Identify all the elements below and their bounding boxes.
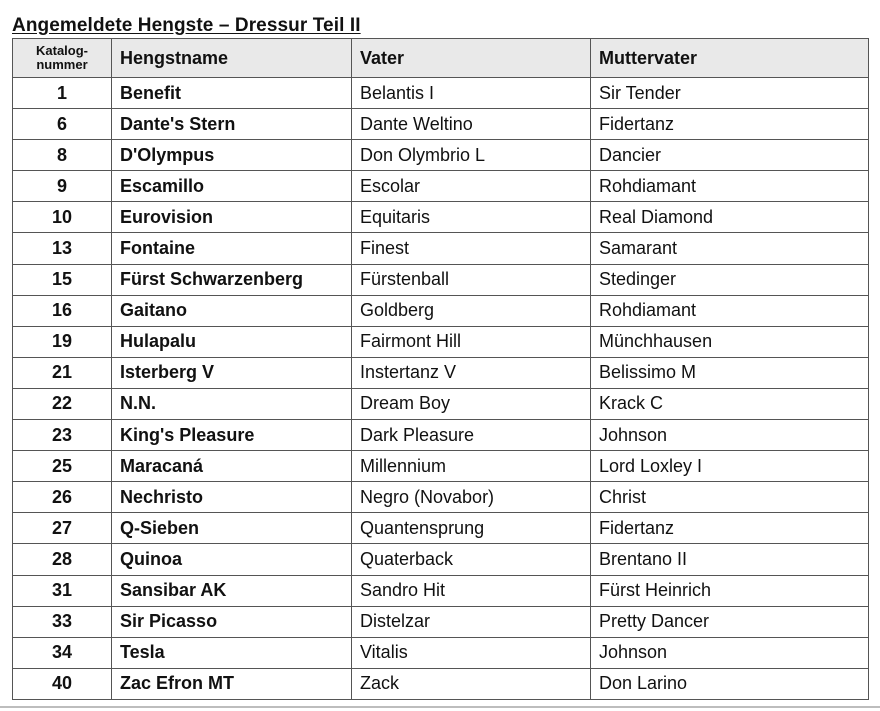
sire-cell: Equitaris [352,202,591,233]
catalog-number-cell: 25 [13,451,112,482]
table-row [13,513,869,544]
catalog-number-cell: 1 [13,78,112,109]
dam-sire-cell: Krack C [591,388,869,419]
sire-cell: Quantensprung [352,513,591,544]
catalog-number-cell: 34 [13,637,112,668]
sire-cell: Distelzar [352,606,591,637]
dam-sire-cell: Belissimo M [591,357,869,388]
sire-cell: Don Olymbrio L [352,140,591,171]
dam-sire-cell: Don Larino [591,668,869,699]
dam-sire-cell: Rohdiamant [591,295,869,326]
sire-cell: Vitalis [352,637,591,668]
table-row [13,78,869,109]
stallion-table [12,38,869,700]
table-row [13,140,869,171]
table-body [13,78,869,700]
sire-cell: Negro (Novabor) [352,482,591,513]
table-row [13,326,869,357]
table-row [13,109,869,140]
stallion-name-cell: Isterberg V [112,357,352,388]
dam-sire-cell: Fidertanz [591,109,869,140]
header-stallion-name: Hengstname [112,39,352,78]
catalog-number-cell: 28 [13,544,112,575]
sire-cell: Dante Weltino [352,109,591,140]
dam-sire-cell: Brentano II [591,544,869,575]
dam-sire-cell: Rohdiamant [591,171,869,202]
dam-sire-cell: Johnson [591,637,869,668]
table-row [13,420,869,451]
stallion-name-cell: Sansibar AK [112,575,352,606]
stallion-name-cell: Benefit [112,78,352,109]
header-sire: Vater [352,39,591,78]
stallion-name-cell: Hulapalu [112,326,352,357]
catalog-number-cell: 8 [13,140,112,171]
table-row [13,637,869,668]
stallion-name-cell: Eurovision [112,202,352,233]
sire-cell: Quaterback [352,544,591,575]
header-catalog-number-line2: nummer [36,57,88,72]
stallion-name-cell: Quinoa [112,544,352,575]
table-row [13,264,869,295]
catalog-number-cell: 27 [13,513,112,544]
sire-cell: Dark Pleasure [352,420,591,451]
catalog-number-cell: 33 [13,606,112,637]
catalog-number-cell: 23 [13,420,112,451]
header-catalog-number [13,39,112,78]
header-row [13,39,869,78]
stallion-name-cell: Maracaná [112,451,352,482]
dam-sire-cell: Stedinger [591,264,869,295]
stallion-name-cell: Fontaine [112,233,352,264]
catalog-number-cell: 15 [13,264,112,295]
catalog-number-cell: 13 [13,233,112,264]
sire-cell: Zack [352,668,591,699]
dam-sire-cell: Münchhausen [591,326,869,357]
table-row [13,575,869,606]
table-row [13,233,869,264]
stallion-name-cell: Escamillo [112,171,352,202]
stallion-name-cell: N.N. [112,388,352,419]
header-dam-sire: Muttervater [591,39,869,78]
catalog-number-cell: 10 [13,202,112,233]
dam-sire-cell: Real Diamond [591,202,869,233]
stallion-name-cell: Zac Efron MT [112,668,352,699]
stallion-name-cell: King's Pleasure [112,420,352,451]
stallion-name-cell: Q-Sieben [112,513,352,544]
catalog-number-cell: 22 [13,388,112,419]
table-row [13,202,869,233]
sire-cell: Escolar [352,171,591,202]
sire-cell: Belantis I [352,78,591,109]
stallion-name-cell: Tesla [112,637,352,668]
sire-cell: Finest [352,233,591,264]
table-row [13,295,869,326]
table-row [13,451,869,482]
table-row [13,357,869,388]
catalog-number-cell: 6 [13,109,112,140]
dam-sire-cell: Fidertanz [591,513,869,544]
sire-cell: Sandro Hit [352,575,591,606]
table-header [13,39,869,78]
catalog-number-cell: 40 [13,668,112,699]
sire-cell: Millennium [352,451,591,482]
document-title: Angemeldete Hengste – Dressur Teil II [12,14,361,36]
table-row [13,544,869,575]
stallion-name-cell: Sir Picasso [112,606,352,637]
header-catalog-number-line1: Katalog- [36,43,88,58]
stallion-name-cell: Gaitano [112,295,352,326]
table-row [13,482,869,513]
table-row [13,171,869,202]
catalog-number-cell: 31 [13,575,112,606]
catalog-number-cell: 16 [13,295,112,326]
dam-sire-cell: Pretty Dancer [591,606,869,637]
sire-cell: Fürstenball [352,264,591,295]
catalog-number-cell: 21 [13,357,112,388]
dam-sire-cell: Sir Tender [591,78,869,109]
table-row [13,606,869,637]
dam-sire-cell: Dancier [591,140,869,171]
stallion-name-cell: Nechristo [112,482,352,513]
dam-sire-cell: Lord Loxley I [591,451,869,482]
sire-cell: Goldberg [352,295,591,326]
catalog-number-cell: 9 [13,171,112,202]
bottom-divider [0,706,880,708]
catalog-number-cell: 19 [13,326,112,357]
table-row [13,668,869,699]
sire-cell: Fairmont Hill [352,326,591,357]
stallion-name-cell: D'Olympus [112,140,352,171]
sire-cell: Dream Boy [352,388,591,419]
table-row [13,388,869,419]
dam-sire-cell: Johnson [591,420,869,451]
dam-sire-cell: Samarant [591,233,869,264]
stallion-name-cell: Fürst Schwarzenberg [112,264,352,295]
catalog-number-cell: 26 [13,482,112,513]
dam-sire-cell: Christ [591,482,869,513]
dam-sire-cell: Fürst Heinrich [591,575,869,606]
stallion-name-cell: Dante's Stern [112,109,352,140]
sire-cell: Instertanz V [352,357,591,388]
